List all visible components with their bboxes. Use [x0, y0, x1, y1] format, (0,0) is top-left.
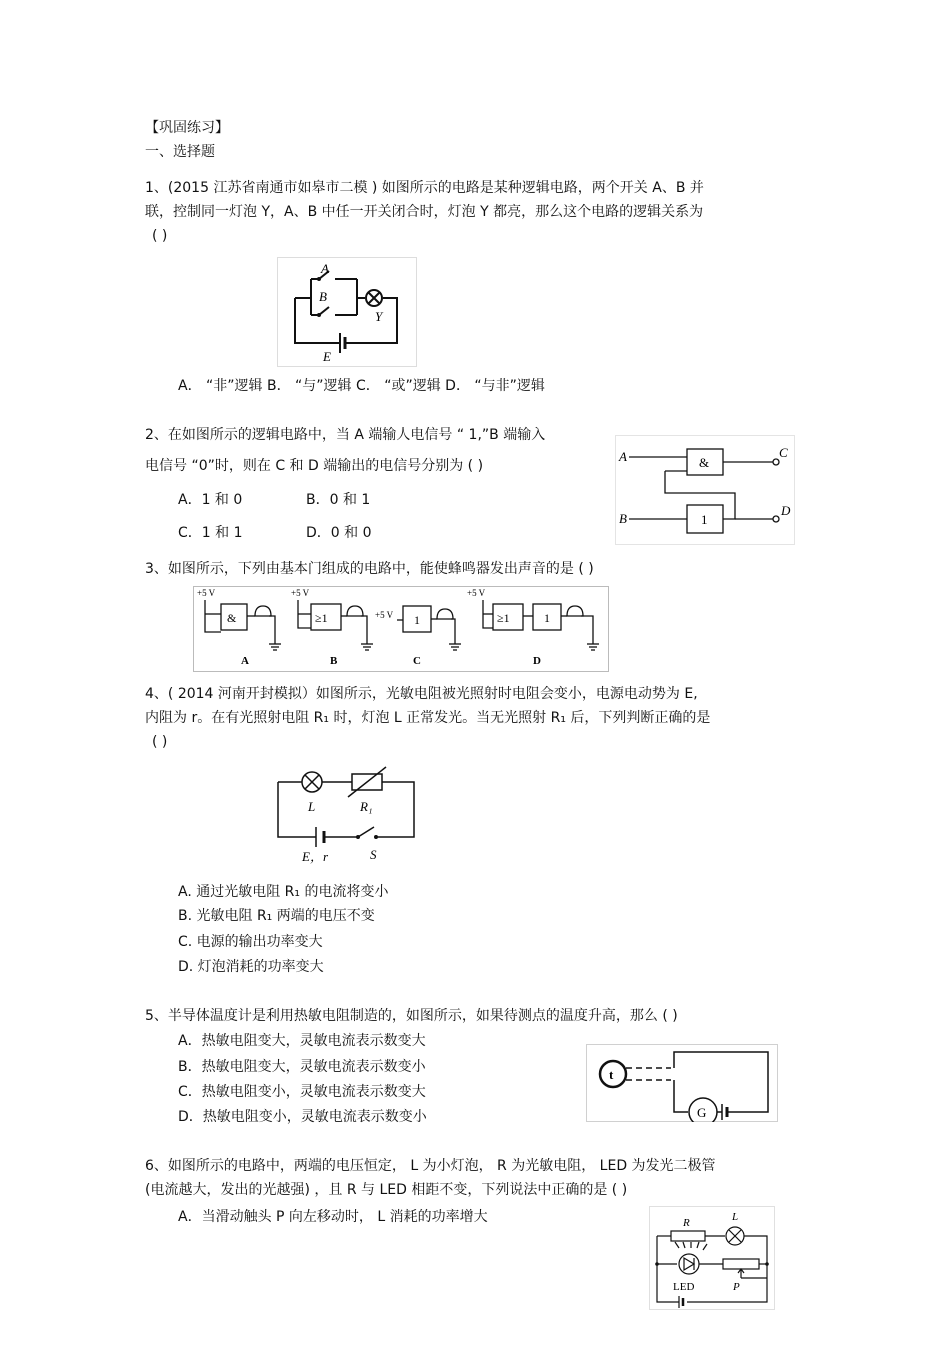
- q4-option-d: D. 灯泡消耗的功率变大: [178, 959, 324, 975]
- q5-option-c: C．热敏电阻变小，灵敏电流表示数变大: [178, 1084, 426, 1100]
- q2-gate-and: &: [699, 455, 710, 470]
- q5-option-d: D．热敏电阻变小，灵敏电流表示数变小: [178, 1109, 427, 1125]
- q1-line1: 1、(2015 江苏省南通市如皋市二模 ) 如图所示的电路是某种逻辑电路，两个开关 A、B 并: [145, 180, 704, 196]
- q3-v5-d: +5 V: [467, 588, 486, 598]
- q4-label-s: S: [370, 847, 377, 862]
- q4-circuit-figure: [272, 765, 422, 865]
- q3-v5-a: +5 V: [197, 588, 216, 598]
- q6-option-a: A．当滑动触头 P 向左移动时， L 消耗的功率增大: [178, 1209, 488, 1225]
- q6-label-led: LED: [673, 1281, 695, 1293]
- q4-line3: ( ): [152, 734, 168, 750]
- q2-line2: 电信号 “0”时，则在 C 和 D 端输出的电信号分别为 ( ): [145, 458, 484, 474]
- q6-label-p: P: [733, 1281, 740, 1293]
- q2-gate-not: 1: [701, 512, 708, 527]
- q2-label-c: C: [779, 445, 788, 460]
- q2-option-c: C．1 和 1: [178, 525, 243, 541]
- q5-option-a: A．热敏电阻变大，灵敏电流表示数变大: [178, 1033, 426, 1049]
- q3-gate-not-d: 1: [544, 611, 550, 625]
- q5-label-g: G: [697, 1105, 707, 1120]
- q3-gate-not-c: 1: [414, 613, 420, 627]
- q3-label-a: A: [241, 655, 249, 667]
- q1-line3: ( ): [152, 228, 168, 244]
- q2-label-d: D: [781, 503, 791, 518]
- q2-option-a: A．1 和 0: [178, 492, 243, 508]
- q6-led-circuit-figure: [649, 1206, 775, 1310]
- q4-option-c: C. 电源的输出功率变大: [178, 934, 323, 950]
- q6-label-l: L: [732, 1211, 739, 1223]
- q1-circuit-figure: [277, 257, 417, 367]
- q4-label-er: E，r: [302, 849, 329, 864]
- subsection-title: 一、选择题: [145, 144, 215, 160]
- q3-v5-b: +5 V: [291, 588, 310, 598]
- q4-label-r1: R₁: [360, 799, 373, 814]
- q3-line1: 3、如图所示，下列由基本门组成的电路中，能使蜂鸣器发出声音的是 ( ): [145, 561, 594, 577]
- q1-options: A． “非”逻辑 B． “与”逻辑 C． “或”逻辑 D． “与非”逻辑: [178, 378, 545, 394]
- q3-label-c: C: [413, 655, 421, 667]
- q1-label-b: B: [319, 289, 327, 304]
- q3-label-d: D: [533, 655, 541, 667]
- q5-label-t: t: [609, 1067, 614, 1082]
- q2-line1: 2、在如图所示的逻辑电路中，当 A 端输人电信号 “ 1,”B 端输入: [145, 427, 546, 443]
- q4-line1: 4、( 2014 河南开封模拟）如图所示，光敏电阻被光照射时电阻会变小，电源电动势为 E,: [145, 686, 698, 702]
- q3-v5-c: +5 V: [375, 610, 394, 620]
- q2-label-b: B: [619, 511, 627, 526]
- q5-option-b: B．热敏电阻变大，灵敏电流表示数变小: [178, 1059, 426, 1075]
- q4-option-b: B. 光敏电阻 R₁ 两端的电压不变: [178, 908, 375, 924]
- q4-line2: 内阻为 r。在有光照射电阻 R₁ 时，灯泡 L 正常发光。当无光照射 R₁ 后，下列判断正确的是: [145, 710, 711, 726]
- q2-option-d: D．0 和 0: [306, 525, 372, 541]
- q3-gate-and-a: &: [227, 611, 237, 625]
- q3-gate-or-b: ≥1: [315, 611, 328, 625]
- section-title: 【巩固练习】: [145, 120, 229, 136]
- q3-gates-figure: [193, 586, 609, 672]
- q1-line2: 联，控制同一灯泡 Y，A、B 中任一开关闭合时，灯泡 Y 都亮，那么这个电路的逻辑关系为: [145, 204, 704, 220]
- q1-label-e: E: [323, 349, 331, 364]
- q6-label-r: R: [683, 1217, 690, 1229]
- q4-label-l: L: [308, 799, 316, 814]
- q3-gate-or-d: ≥1: [497, 611, 510, 625]
- q1-label-a: A: [321, 261, 329, 276]
- q4-option-a: A. 通过光敏电阻 R₁ 的电流将变小: [178, 884, 389, 900]
- q2-option-b: B．0 和 1: [306, 492, 371, 508]
- q6-line2: (电流越大，发出的光越强) ，且 R 与 LED 相距不变，下列说法中正确的是 ( ): [145, 1182, 628, 1198]
- q5-thermometer-figure: [586, 1044, 778, 1122]
- q1-label-y: Y: [375, 309, 383, 324]
- q6-line1: 6、如图所示的电路中，两端的电压恒定， L 为小灯泡， R 为光敏电阻， LED 为发光二极管: [145, 1158, 716, 1174]
- q2-logic-figure: [615, 435, 795, 545]
- q2-label-a: A: [619, 449, 627, 464]
- q5-line1: 5、半导体温度计是利用热敏电阻制造的，如图所示，如果待测点的温度升高，那么 ( ): [145, 1008, 678, 1024]
- q3-label-b: B: [330, 655, 338, 667]
